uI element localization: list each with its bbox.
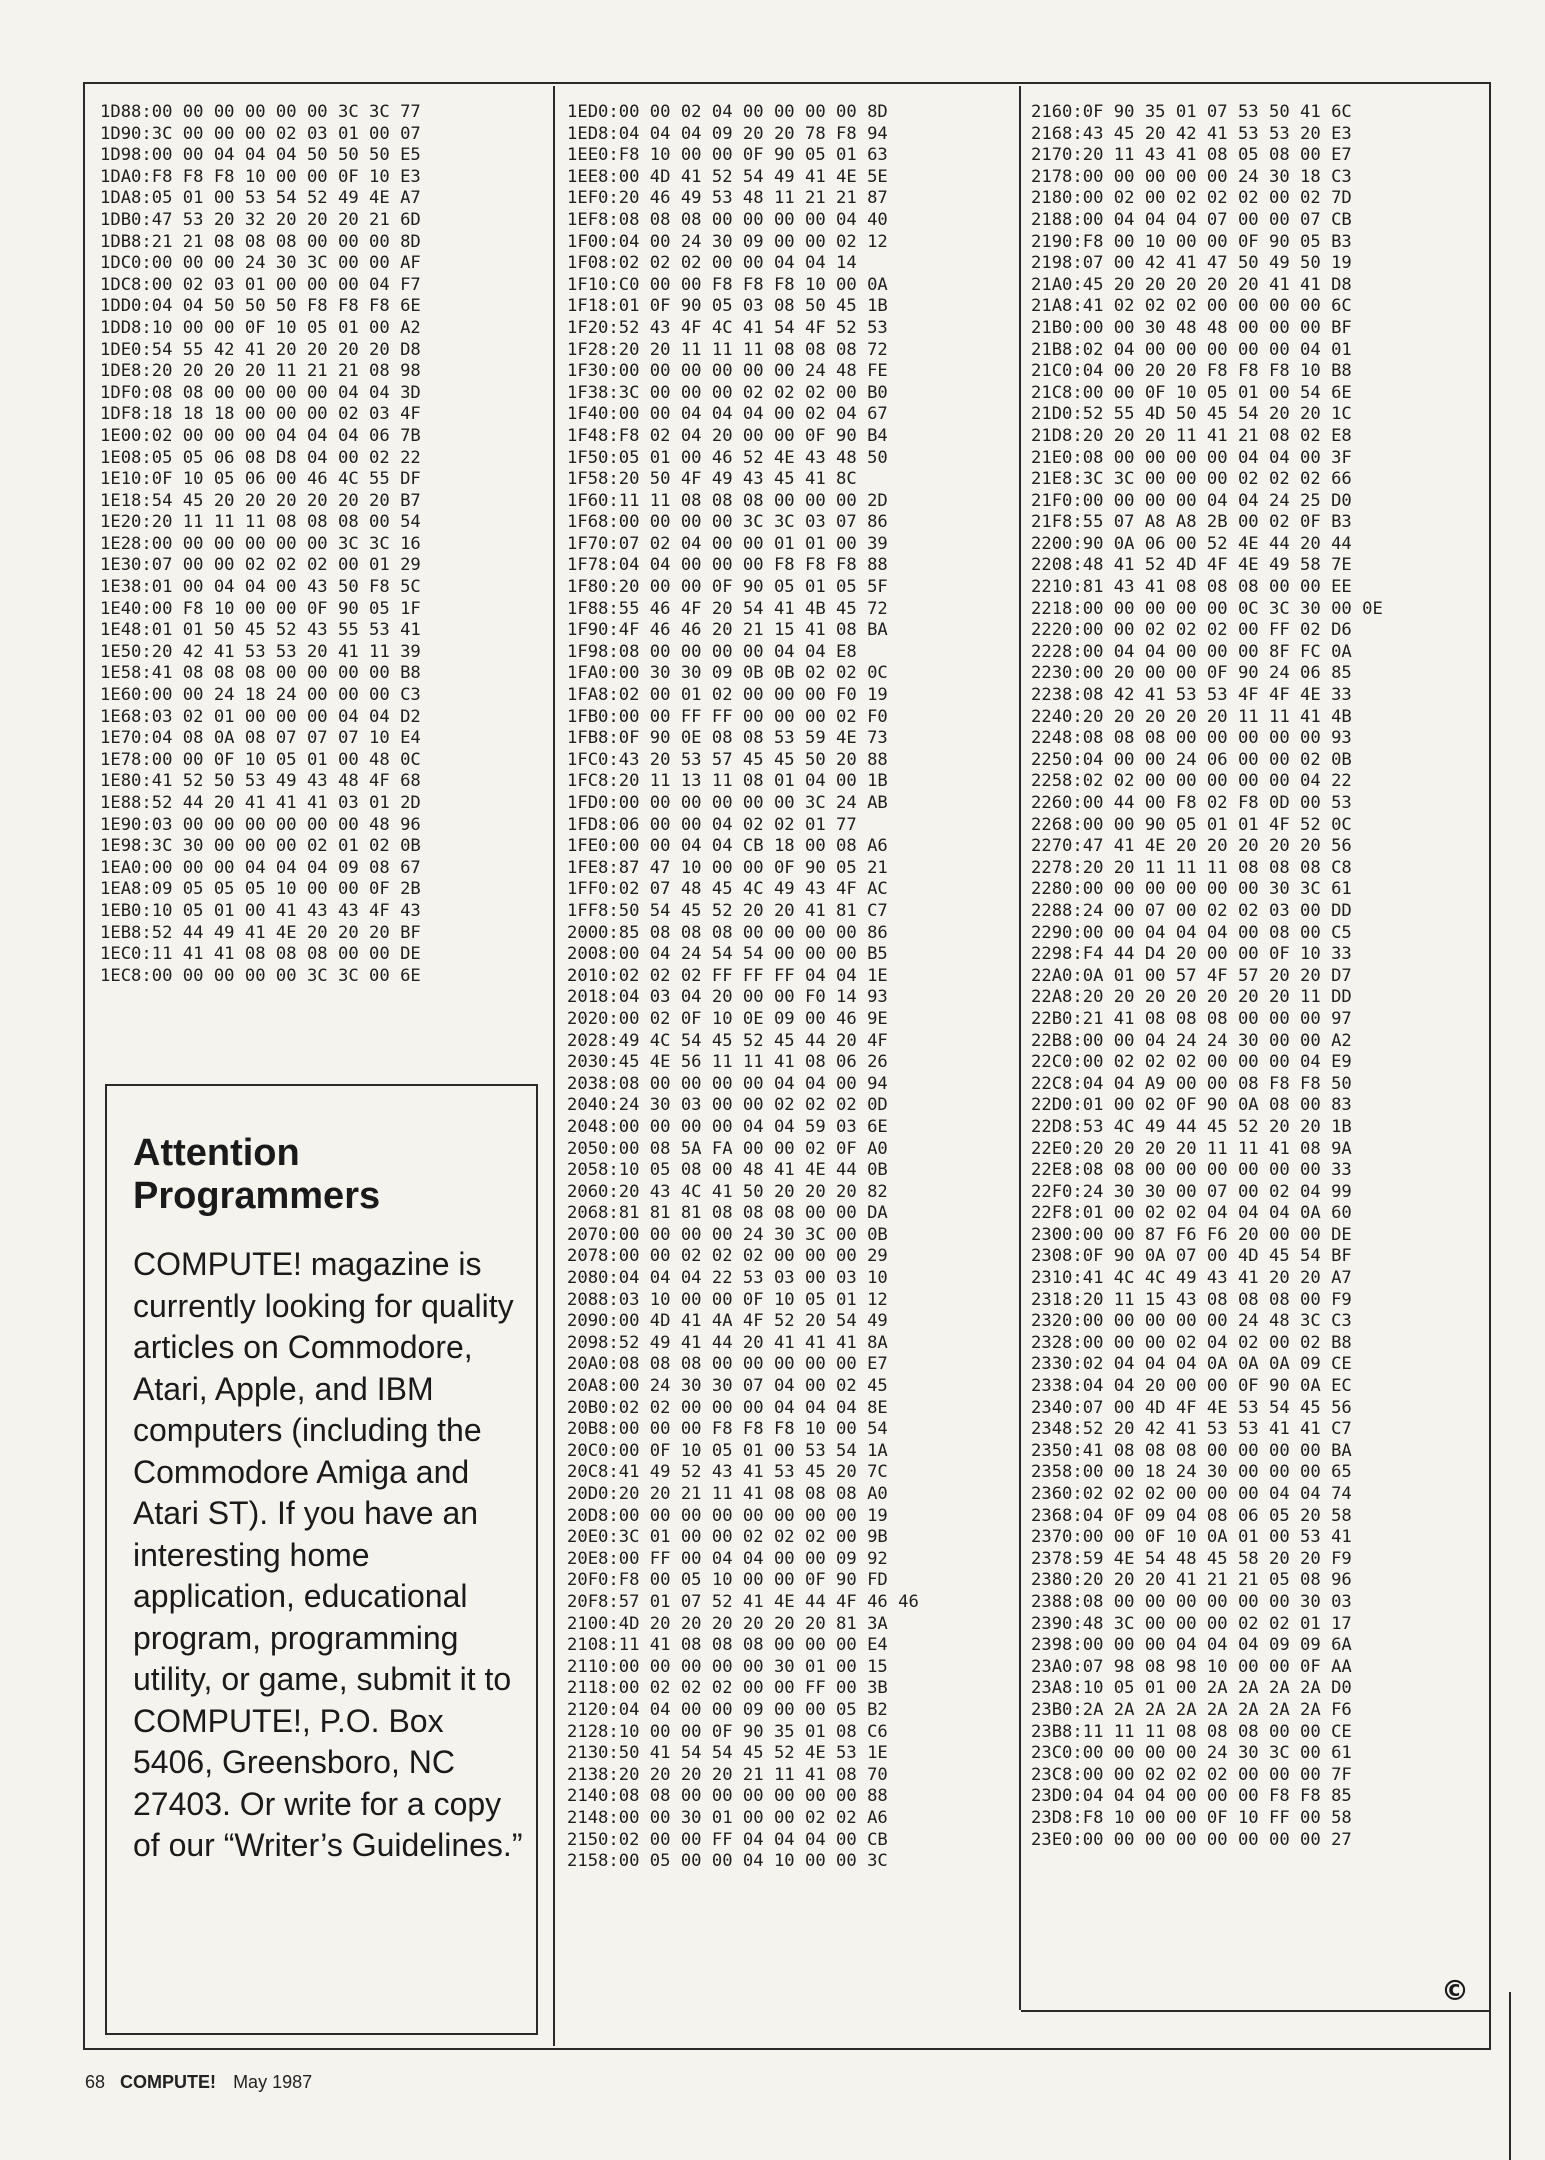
- listing-line: 1E88:52 44 20 41 41 41 03 01 2D: [100, 793, 421, 813]
- listing-line: 22E0:20 20 20 20 11 11 41 08 9A: [1031, 1138, 1352, 1159]
- listing-line: 1E30:07 00 00 02 02 02 00 01 29: [100, 555, 421, 576]
- listing-line: 1F70:07 02 04 00 00 01 01 00 39: [567, 533, 888, 554]
- listing-line: 2378:59 4E 54 48 45 58 20 20 F9: [1031, 1548, 1352, 1569]
- listing-line: 1E70:04 08 0A 08 07 07 07 10 E4: [100, 728, 421, 749]
- listing-line: 1FF8:50 54 45 52 20 20 41 81 C7: [567, 900, 888, 921]
- listing-line: 1F08:02 02 02 00 00 04 04 14: [567, 253, 857, 274]
- listing-line: 2100:4D 20 20 20 20 20 20 81 3A: [567, 1613, 888, 1634]
- listing-line: 2348:52 20 42 41 53 53 41 41 C7: [1031, 1419, 1352, 1440]
- listing-line: 1FF0:02 07 48 45 4C 49 43 4F AC: [567, 879, 888, 900]
- listing-line: 2308:0F 90 0A 07 00 4D 45 54 BF: [1031, 1246, 1352, 1267]
- listing-line: 22A8:20 20 20 20 20 20 20 11 DD: [1031, 987, 1352, 1008]
- listing-line: 22D8:53 4C 49 44 45 52 20 20 1B: [1031, 1116, 1352, 1137]
- listing-line: 2250:04 00 00 24 06 00 00 02 0B: [1031, 749, 1352, 770]
- column-divider-2: [1019, 86, 1021, 2010]
- listing-line: 1DF0:08 08 00 00 00 00 04 04 3D: [100, 382, 421, 403]
- listing-line: 2180:00 02 00 02 02 02 00 02 7D: [1031, 188, 1352, 209]
- listing-line: 2118:00 02 02 02 00 00 FF 00 3B: [567, 1678, 888, 1699]
- listing-line: 2108:11 41 08 08 08 00 00 00 E4: [567, 1635, 888, 1656]
- listing-line: 21A8:41 02 02 02 00 00 00 00 6C: [1031, 296, 1352, 317]
- listing-line: 21E8:3C 3C 00 00 00 02 02 02 66: [1031, 469, 1352, 490]
- listing-line: 1ED0:00 00 02 04 00 00 00 00 8D: [567, 102, 888, 122]
- listing-line: 1F78:04 04 00 00 00 F8 F8 F8 88: [567, 555, 888, 576]
- listing-column-1: [100, 102, 421, 987]
- listing-line: 2010:02 02 02 FF FF FF 04 04 1E: [567, 965, 888, 986]
- listing-line: 2128:10 00 00 0F 90 35 01 08 C6: [567, 1721, 888, 1742]
- listing-line: 2178:00 00 00 00 00 24 30 18 C3: [1031, 166, 1352, 187]
- ad-title: Attention Programmers: [133, 1132, 381, 1217]
- listing-line: 21B0:00 00 30 48 48 00 00 00 BF: [1031, 317, 1352, 338]
- listing-line: 2318:20 11 15 43 08 08 08 00 F9: [1031, 1289, 1352, 1310]
- listing-line: 2040:24 30 03 00 00 02 02 02 0D: [567, 1095, 888, 1116]
- listing-line: 2028:49 4C 54 45 52 45 44 20 4F: [567, 1030, 888, 1051]
- listing-line: 2380:20 20 20 41 21 21 05 08 96: [1031, 1570, 1352, 1591]
- listing-line: 1DD0:04 04 50 50 50 F8 F8 F8 6E: [100, 296, 421, 317]
- listing-line: 20B0:02 02 00 00 00 04 04 04 8E: [567, 1397, 888, 1418]
- listing-line: 2218:00 00 00 00 00 0C 3C 30 00 0E: [1031, 598, 1383, 619]
- listing-line: 20C0:00 0F 10 05 01 00 53 54 1A: [567, 1440, 888, 1461]
- listing-line: 2388:08 00 00 00 00 00 00 30 03: [1031, 1591, 1352, 1612]
- listing-line: 2350:41 08 08 08 00 00 00 00 BA: [1031, 1440, 1352, 1461]
- listing-line: 20D8:00 00 00 00 00 00 00 00 19: [567, 1505, 888, 1526]
- listing-line: 2268:00 00 90 05 01 01 4F 52 0C: [1031, 814, 1352, 835]
- listing-line: 1F38:3C 00 00 00 02 02 02 00 B0: [567, 382, 888, 403]
- listing-line: 1F88:55 46 4F 20 54 41 4B 45 72: [567, 598, 888, 619]
- listing-line: 1DF8:18 18 18 00 00 00 02 03 4F: [100, 404, 421, 425]
- listing-line: 20E8:00 FF 00 04 04 00 00 09 92: [567, 1548, 888, 1569]
- listing-line: 1EF0:20 46 49 53 48 11 21 21 87: [567, 188, 888, 209]
- listing-line: 2328:00 00 00 02 04 02 00 02 B8: [1031, 1332, 1352, 1353]
- listing-line: 22C8:04 04 A9 00 00 08 F8 F8 50: [1031, 1073, 1352, 1094]
- listing-line: 2080:04 04 04 22 53 03 00 03 10: [567, 1268, 888, 1289]
- listing-line: 20D0:20 20 21 11 41 08 08 08 A0: [567, 1484, 888, 1504]
- listing-line: 22E8:08 08 00 00 00 00 00 00 33: [1031, 1160, 1352, 1181]
- listing-line: 2390:48 3C 00 00 00 02 02 01 17: [1031, 1613, 1352, 1634]
- listing-line: 2170:20 11 43 41 08 05 08 00 E7: [1031, 145, 1352, 166]
- listing-line: 20E0:3C 01 00 00 02 02 02 00 9B: [567, 1527, 888, 1548]
- listing-line: 2130:50 41 54 54 45 52 4E 53 1E: [567, 1743, 888, 1764]
- listing-line: 1F68:00 00 00 00 3C 3C 03 07 86: [567, 512, 888, 533]
- listing-line: 1FB8:0F 90 0E 08 08 53 59 4E 73: [567, 728, 888, 749]
- listing-line: 22D0:01 00 02 0F 90 0A 08 00 83: [1031, 1095, 1352, 1116]
- listing-line: 2190:F8 00 10 00 00 0F 90 05 B3: [1031, 231, 1352, 252]
- listing-line: 2090:00 4D 41 4A 4F 52 20 54 49: [567, 1311, 888, 1332]
- page-number: 68: [85, 2072, 106, 2092]
- listing-line: 1DB0:47 53 20 32 20 20 20 21 6D: [100, 209, 421, 230]
- listing-line: 1FA8:02 00 01 02 00 00 00 F0 19: [567, 685, 888, 706]
- listing-line: 1EB8:52 44 49 41 4E 20 20 20 BF: [100, 922, 421, 943]
- listing-line: 1E98:3C 30 00 00 00 02 01 02 0B: [100, 836, 421, 857]
- listing-line: 1D90:3C 00 00 00 02 03 01 00 07: [100, 123, 421, 144]
- listing-line: 21F8:55 07 A8 A8 2B 00 02 0F B3: [1031, 512, 1352, 533]
- listing-line: 1F18:01 0F 90 05 03 08 50 45 1B: [567, 296, 888, 317]
- listing-line: 2020:00 02 0F 10 0E 09 00 46 9E: [567, 1008, 888, 1029]
- listing-line: 2300:00 00 87 F6 F6 20 00 00 DE: [1031, 1224, 1352, 1245]
- listing-line: 2038:08 00 00 00 00 04 04 00 94: [567, 1073, 888, 1094]
- listing-line: 2078:00 00 02 02 02 00 00 00 29: [567, 1246, 888, 1267]
- listing-line: 1FD0:00 00 00 00 00 00 3C 24 AB: [567, 793, 888, 813]
- listing-line: 1FB0:00 00 FF FF 00 00 00 02 F0: [567, 706, 888, 727]
- listing-line: 1EE0:F8 10 00 00 0F 90 05 01 63: [567, 145, 888, 166]
- listing-line: 23A0:07 98 08 98 10 00 00 0F AA: [1031, 1656, 1352, 1677]
- listing-line: 1E10:0F 10 05 06 00 46 4C 55 DF: [100, 469, 421, 490]
- listing-line: 21D8:20 20 20 11 41 21 08 02 E8: [1031, 425, 1352, 446]
- listing-line: 1F48:F8 02 04 20 00 00 0F 90 B4: [567, 425, 888, 446]
- listing-line: 2370:00 00 0F 10 0A 01 00 53 41: [1031, 1527, 1352, 1548]
- listing-line: 1EC0:11 41 41 08 08 08 00 00 DE: [100, 944, 421, 965]
- listing-line: 1DC8:00 02 03 01 00 00 00 04 F7: [100, 274, 421, 295]
- listing-line: 1F00:04 00 24 30 09 00 00 02 12: [567, 231, 888, 252]
- listing-line: 2138:20 20 20 20 21 11 41 08 70: [567, 1764, 888, 1785]
- listing-column-2: [567, 102, 919, 1873]
- listing-line: 21F0:00 00 00 00 04 04 24 25 D0: [1031, 490, 1352, 511]
- listing-line: 23C0:00 00 00 00 24 30 3C 00 61: [1031, 1743, 1352, 1764]
- listing-line: 2110:00 00 00 00 00 30 01 00 15: [567, 1656, 888, 1677]
- listing-line: 2188:00 04 04 04 07 00 00 07 CB: [1031, 209, 1352, 230]
- listing-line: 2248:08 08 08 00 00 00 00 00 93: [1031, 728, 1352, 749]
- listing-line: 1EF8:08 08 08 00 00 00 00 04 40: [567, 209, 888, 230]
- listing-line: 1FC0:43 20 53 57 45 45 50 20 88: [567, 749, 888, 770]
- listing-line: 2048:00 00 00 00 04 04 59 03 6E: [567, 1116, 888, 1137]
- listing-column-3: [1031, 102, 1383, 1851]
- listing-line: 2050:00 08 5A FA 00 00 02 0F A0: [567, 1138, 888, 1159]
- listing-line: 23E0:00 00 00 00 00 00 00 00 27: [1031, 1829, 1352, 1850]
- listing-line: 20A8:00 24 30 30 07 04 00 02 45: [567, 1376, 888, 1397]
- listing-line: 1FE8:87 47 10 00 00 0F 90 05 21: [567, 857, 888, 878]
- listing-line: 21E0:08 00 00 00 00 04 04 00 3F: [1031, 447, 1352, 468]
- listing-line: 1E20:20 11 11 11 08 08 08 00 54: [100, 512, 421, 533]
- listing-line: 23D0:04 04 04 00 00 00 F8 F8 85: [1031, 1786, 1352, 1807]
- listing-line: 2168:43 45 20 42 41 53 53 20 E3: [1031, 123, 1352, 144]
- listing-line: 2158:00 05 00 00 04 10 00 00 3C: [567, 1851, 888, 1872]
- listing-line: 20F8:57 01 07 52 41 4E 44 4F 46 46: [567, 1591, 919, 1612]
- listing-line: 2220:00 00 02 02 02 00 FF 02 D6: [1031, 620, 1352, 641]
- listing-line: 21A0:45 20 20 20 20 20 41 41 D8: [1031, 274, 1352, 295]
- listing-line: 2070:00 00 00 00 24 30 3C 00 0B: [567, 1224, 888, 1245]
- listing-line: 1E68:03 02 01 00 00 00 04 04 D2: [100, 706, 421, 727]
- listing-line: 22F0:24 30 30 00 07 00 02 04 99: [1031, 1181, 1352, 1202]
- listing-line: 1FA0:00 30 30 09 0B 0B 02 02 0C: [567, 663, 888, 684]
- magazine-name: COMPUTE!: [120, 2072, 217, 2092]
- listing-line: 1ED8:04 04 04 09 20 20 78 F8 94: [567, 123, 888, 144]
- listing-line: 1DC0:00 00 00 24 30 3C 00 00 AF: [100, 253, 421, 274]
- listing-line: 2200:90 0A 06 00 52 4E 44 20 44: [1031, 533, 1352, 554]
- listing-line: 1F40:00 00 04 04 04 00 02 04 67: [567, 404, 888, 425]
- listing-line: 2270:47 41 4E 20 20 20 20 20 56: [1031, 836, 1352, 857]
- listing-line: 21B8:02 04 00 00 00 00 00 04 01: [1031, 339, 1352, 360]
- listing-line: 1DE8:20 20 20 20 11 21 21 08 98: [100, 361, 421, 382]
- listing-line: 1F50:05 01 00 46 52 4E 43 48 50: [567, 447, 888, 468]
- listing-line: 1DA0:F8 F8 F8 10 00 00 0F 10 E3: [100, 166, 421, 187]
- listing-line: 2008:00 04 24 54 54 00 00 00 B5: [567, 944, 888, 965]
- copyright-mark: ©: [1441, 1974, 1469, 2007]
- listing-line: 2368:04 0F 09 04 08 06 05 20 58: [1031, 1505, 1352, 1526]
- listing-line: 1F58:20 50 4F 49 43 45 41 8C: [567, 469, 857, 490]
- listing-line: 2148:00 00 30 01 00 00 02 02 A6: [567, 1807, 888, 1828]
- listing-line: 2060:20 43 4C 41 50 20 20 20 82: [567, 1181, 888, 1202]
- listing-line: 22B0:21 41 08 08 08 00 00 00 97: [1031, 1008, 1352, 1029]
- listing-line: 1DD8:10 00 00 0F 10 05 01 00 A2: [100, 317, 421, 338]
- listing-line: 23B8:11 11 11 08 08 08 00 00 CE: [1031, 1721, 1352, 1742]
- listing-line: 23A8:10 05 01 00 2A 2A 2A 2A D0: [1031, 1678, 1352, 1699]
- column-divider-1: [553, 86, 555, 2046]
- listing-line: 2098:52 49 41 44 20 41 41 41 8A: [567, 1332, 888, 1353]
- listing-line: 1D98:00 00 04 04 04 50 50 50 E5: [100, 145, 421, 166]
- listing-line: 2160:0F 90 35 01 07 53 50 41 6C: [1031, 102, 1352, 122]
- listing-line: 1F60:11 11 08 08 08 00 00 00 2D: [567, 490, 888, 511]
- listing-line: 1FC8:20 11 13 11 08 01 04 00 1B: [567, 771, 888, 792]
- listing-line: 22C0:00 02 02 02 00 00 00 04 E9: [1031, 1052, 1352, 1073]
- listing-line: 2360:02 02 02 00 00 00 04 04 74: [1031, 1484, 1352, 1504]
- listing-line: 2000:85 08 08 08 00 00 00 00 86: [567, 922, 888, 943]
- listing-line: 1F98:08 00 00 00 00 04 04 E8: [567, 641, 857, 662]
- listing-line: 2198:07 00 42 41 47 50 49 50 19: [1031, 253, 1352, 274]
- listing-line: 2140:08 08 00 00 00 00 00 00 88: [567, 1786, 888, 1807]
- issue-date: May 1987: [233, 2072, 313, 2092]
- listing-line: 1EB0:10 05 01 00 41 43 43 4F 43: [100, 900, 421, 921]
- listing-line: 23C8:00 00 02 02 02 00 00 00 7F: [1031, 1764, 1352, 1785]
- listing-line: 1E00:02 00 00 00 04 04 04 06 7B: [100, 425, 421, 446]
- listing-line: 2280:00 00 00 00 00 00 30 3C 61: [1031, 879, 1352, 900]
- listing-line: 2320:00 00 00 00 00 24 48 3C C3: [1031, 1311, 1352, 1332]
- listing-line: 1FD8:06 00 00 04 02 02 01 77: [567, 814, 857, 835]
- page-edge-line: [1509, 1992, 1511, 2160]
- listing-line: 1F28:20 20 11 11 11 08 08 08 72: [567, 339, 888, 360]
- attention-programmers-box: [105, 1084, 538, 2035]
- listing-line: 1DB8:21 21 08 08 08 00 00 00 8D: [100, 231, 421, 252]
- listing-line: 2358:00 00 18 24 30 00 00 00 65: [1031, 1462, 1352, 1483]
- listing-line: 1F90:4F 46 46 20 21 15 41 08 BA: [567, 620, 888, 641]
- listing-line: 1E60:00 00 24 18 24 00 00 00 C3: [100, 685, 421, 706]
- listing-line: 1E40:00 F8 10 00 00 0F 90 05 1F: [100, 598, 421, 619]
- listing-line: 2260:00 44 00 F8 02 F8 0D 00 53: [1031, 793, 1352, 813]
- listing-line: 2068:81 81 81 08 08 08 00 00 DA: [567, 1203, 888, 1224]
- listing-line: 23D8:F8 10 00 00 0F 10 FF 00 58: [1031, 1807, 1352, 1828]
- listing-line: 2228:00 04 04 00 00 00 8F FC 0A: [1031, 641, 1352, 662]
- listing-line: 2120:04 04 00 00 09 00 00 05 B2: [567, 1699, 888, 1720]
- listing-line: 21D0:52 55 4D 50 45 54 20 20 1C: [1031, 404, 1352, 425]
- listing-line: 1E28:00 00 00 00 00 00 3C 3C 16: [100, 533, 421, 554]
- listing-line: 1EE8:00 4D 41 52 54 49 41 4E 5E: [567, 166, 888, 187]
- listing-line: 20C8:41 49 52 43 41 53 45 20 7C: [567, 1462, 888, 1483]
- listing-line: 21C8:00 00 0F 10 05 01 00 54 6E: [1031, 382, 1352, 403]
- listing-line: 1E08:05 05 06 08 D8 04 00 02 22: [100, 447, 421, 468]
- listing-line: 2088:03 10 00 00 0F 10 05 01 12: [567, 1289, 888, 1310]
- listing-line: 1FE0:00 00 04 04 CB 18 00 08 A6: [567, 836, 888, 857]
- listing-line: 2338:04 04 20 00 00 0F 90 0A EC: [1031, 1376, 1352, 1397]
- listing-line: 2310:41 4C 4C 49 43 41 20 20 A7: [1031, 1268, 1352, 1289]
- listing-line: 2018:04 03 04 20 00 00 F0 14 93: [567, 987, 888, 1008]
- listing-line: 2398:00 00 00 04 04 04 09 09 6A: [1031, 1635, 1352, 1656]
- listing-line: 2210:81 43 41 08 08 08 00 00 EE: [1031, 577, 1352, 598]
- column-divider-bottom: [1021, 2010, 1491, 2012]
- listing-line: 1E58:41 08 08 08 00 00 00 00 B8: [100, 663, 421, 684]
- listing-line: 2208:48 41 52 4D 4F 4E 49 58 7E: [1031, 555, 1352, 576]
- listing-line: 2058:10 05 08 00 48 41 4E 44 0B: [567, 1160, 888, 1181]
- listing-line: 1EC8:00 00 00 00 00 3C 3C 00 6E: [100, 965, 421, 986]
- listing-line: 1E38:01 00 04 04 00 43 50 F8 5C: [100, 577, 421, 598]
- listing-line: 1E90:03 00 00 00 00 00 00 48 96: [100, 814, 421, 835]
- listing-line: 22B8:00 00 04 24 24 30 00 00 A2: [1031, 1030, 1352, 1051]
- listing-line: 20F0:F8 00 05 10 00 00 0F 90 FD: [567, 1570, 888, 1591]
- listing-line: 1E48:01 01 50 45 52 43 55 53 41: [100, 620, 421, 641]
- page-footer: [85, 2072, 312, 2093]
- listing-line: 1F80:20 00 00 0F 90 05 01 05 5F: [567, 577, 888, 598]
- listing-line: 1F30:00 00 00 00 00 00 24 48 FE: [567, 361, 888, 382]
- listing-line: 2298:F4 44 D4 20 00 00 0F 10 33: [1031, 944, 1352, 965]
- listing-line: 23B0:2A 2A 2A 2A 2A 2A 2A 2A F6: [1031, 1699, 1352, 1720]
- listing-line: 20B8:00 00 00 F8 F8 F8 10 00 54: [567, 1419, 888, 1440]
- listing-line: 2288:24 00 07 00 02 02 03 00 DD: [1031, 900, 1352, 921]
- listing-line: 1E18:54 45 20 20 20 20 20 20 B7: [100, 490, 421, 511]
- listing-line: 22A0:0A 01 00 57 4F 57 20 20 D7: [1031, 965, 1352, 986]
- listing-line: 1E50:20 42 41 53 53 20 41 11 39: [100, 641, 421, 662]
- listing-line: 1DE0:54 55 42 41 20 20 20 20 D8: [100, 339, 421, 360]
- listing-line: 20A0:08 08 08 00 00 00 00 00 E7: [567, 1354, 888, 1375]
- listing-line: 2030:45 4E 56 11 11 41 08 06 26: [567, 1052, 888, 1073]
- listing-line: 2258:02 02 00 00 00 00 00 04 22: [1031, 771, 1352, 792]
- listing-line: 2278:20 20 11 11 11 08 08 08 C8: [1031, 857, 1352, 878]
- listing-line: 2240:20 20 20 20 20 11 11 41 4B: [1031, 706, 1352, 727]
- listing-line: 2290:00 00 04 04 04 00 08 00 C5: [1031, 922, 1352, 943]
- listing-line: 1DA8:05 01 00 53 54 52 49 4E A7: [100, 188, 421, 209]
- listing-line: 1F20:52 43 4F 4C 41 54 4F 52 53: [567, 317, 888, 338]
- listing-line: 2230:00 20 00 00 0F 90 24 06 85: [1031, 663, 1352, 684]
- listing-line: 2150:02 00 00 FF 04 04 04 00 CB: [567, 1829, 888, 1850]
- listing-line: 2340:07 00 4D 4F 4E 53 54 45 56: [1031, 1397, 1352, 1418]
- listing-line: 21C0:04 00 20 20 F8 F8 F8 10 B8: [1031, 361, 1352, 382]
- ad-body: COMPUTE! magazine is currently looking for quality articles on Commodore, Atari, Apple, and IBM computers (including the Commodore Amiga and Atari ST). If you have an interesting home application, educational program, programming utility, or game, submit it to COMPUTE!, P.O. Box 5406, Greensboro, NC 27403. Or write for a copy of our “Writer’s Guidelines.”: [133, 1246, 523, 1863]
- listing-line: 1E78:00 00 0F 10 05 01 00 48 0C: [100, 749, 421, 770]
- listing-line: 2330:02 04 04 04 0A 0A 0A 09 CE: [1031, 1354, 1352, 1375]
- listing-line: 22F8:01 00 02 02 04 04 04 0A 60: [1031, 1203, 1352, 1224]
- listing-line: 1F10:C0 00 00 F8 F8 F8 10 00 0A: [567, 274, 888, 295]
- listing-line: 1EA8:09 05 05 05 10 00 00 0F 2B: [100, 879, 421, 900]
- listing-line: 1D88:00 00 00 00 00 00 3C 3C 77: [100, 102, 421, 122]
- listing-line: 1E80:41 52 50 53 49 43 48 4F 68: [100, 771, 421, 792]
- listing-line: 1EA0:00 00 00 04 04 04 09 08 67: [100, 857, 421, 878]
- listing-line: 2238:08 42 41 53 53 4F 4F 4E 33: [1031, 685, 1352, 706]
